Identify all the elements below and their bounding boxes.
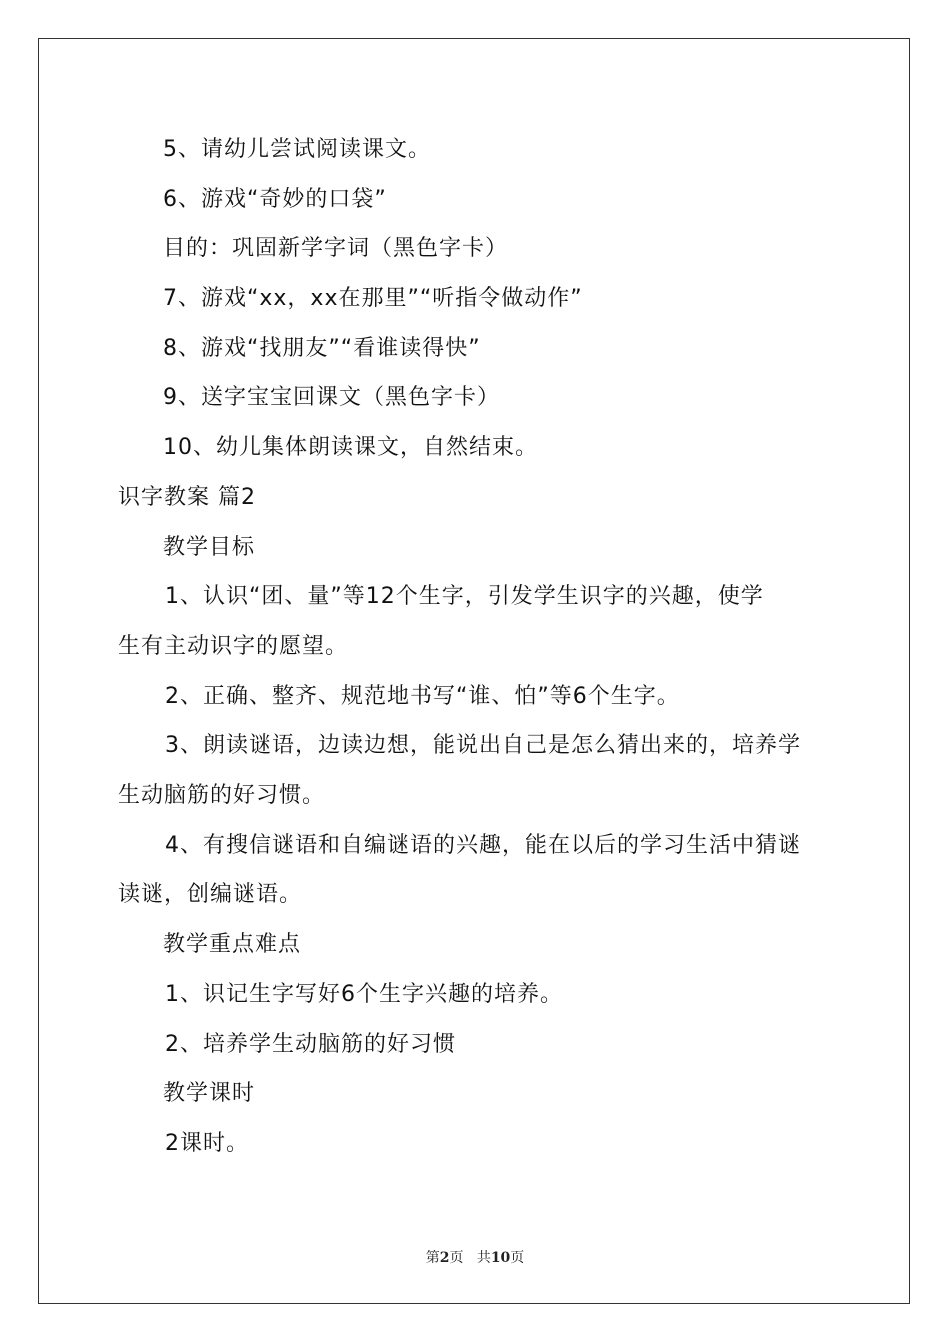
section-heading: 识字教案 篇2 <box>118 485 256 510</box>
text-line: 1、识记生字写好6个生字兴趣的培养。 <box>165 982 563 1007</box>
page-frame <box>38 38 910 1304</box>
text-line: 3、朗读谜语，边读边想，能说出自己是怎么猜出来的，培养学 <box>165 733 801 758</box>
page-suffix: 页 <box>449 1250 464 1266</box>
text-line: 5、请幼儿尝试阅读课文。 <box>163 137 431 162</box>
text-line: 6、游戏“奇妙的口袋” <box>163 187 387 212</box>
text-line: 生动脑筋的好习惯。 <box>118 783 326 808</box>
page-number: 2 <box>439 1250 450 1266</box>
subheading: 教学目标 <box>163 535 256 560</box>
text-line: 4、有搜信谜语和自编谜语的兴趣，能在以后的学习生活中猜谜 <box>165 833 801 858</box>
text-line: 生有主动识字的愿望。 <box>118 634 349 659</box>
total-prefix: 共 <box>476 1250 491 1266</box>
page-prefix: 第 <box>425 1250 440 1266</box>
total-suffix: 页 <box>510 1250 525 1266</box>
text-line: 1、认识“团、量”等12个生字，引发学生识字的兴趣，使学 <box>165 584 764 609</box>
subheading: 教学课时 <box>163 1081 256 1106</box>
text-line: 2、正确、整齐、规范地书写“谁、怕”等6个生字。 <box>165 684 680 709</box>
text-line: 10、幼儿集体朗读课文，自然结束。 <box>163 435 538 460</box>
text-line: 读谜，创编谜语。 <box>118 882 303 907</box>
total-pages: 10 <box>490 1250 511 1266</box>
text-line: 2、培养学生动脑筋的好习惯 <box>165 1032 456 1057</box>
text-line: 9、送字宝宝回课文（黑色字卡） <box>163 385 500 410</box>
subheading: 教学重点难点 <box>163 932 302 957</box>
page-footer <box>0 1247 950 1267</box>
text-line: 目的：巩固新学字词（黑色字卡） <box>163 236 509 261</box>
text-line: 2课时。 <box>165 1131 249 1156</box>
text-line: 8、游戏“找朋友”“看谁读得快” <box>163 336 481 361</box>
text-line: 7、游戏“xx，xx在那里”“听指令做动作” <box>163 286 583 311</box>
